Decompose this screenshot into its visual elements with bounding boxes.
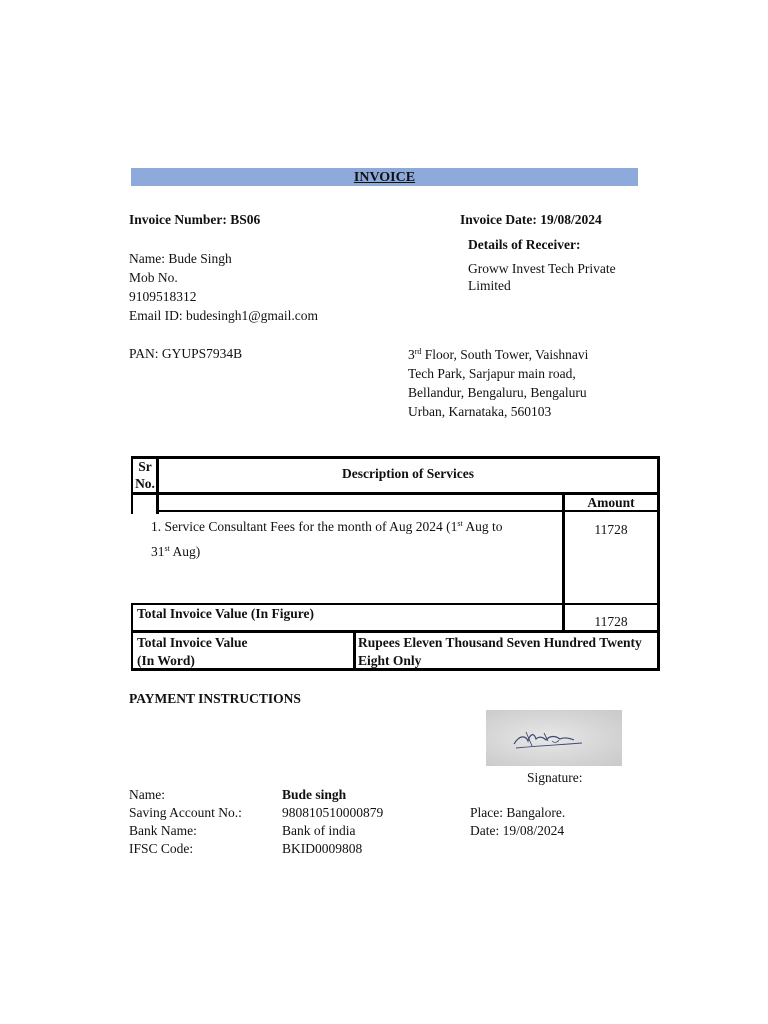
invoice-title: INVOICE bbox=[131, 168, 638, 186]
total-word-label-line1: Total Invoice Value bbox=[137, 635, 248, 650]
signature-image bbox=[486, 710, 622, 766]
receiver-heading: Details of Receiver: bbox=[468, 237, 581, 252]
table-border bbox=[353, 632, 356, 671]
signature-date: Date: 19/08/2024 bbox=[470, 823, 565, 838]
receiver-company bbox=[468, 260, 616, 294]
sr-header-line1: Sr bbox=[138, 459, 152, 474]
payment-account-value: 980810510000879 bbox=[282, 805, 384, 820]
service-item-sup: st bbox=[164, 544, 170, 553]
sender-pan: PAN: GYUPS7934B bbox=[129, 346, 243, 361]
total-word-label-line2: (In Word) bbox=[137, 653, 195, 668]
payment-bank-label: Bank Name: bbox=[129, 823, 197, 838]
address-floor-number: 3 bbox=[408, 347, 415, 362]
sender-mob-label: Mob No. bbox=[129, 270, 178, 285]
payment-account-label: Saving Account No.: bbox=[129, 805, 242, 820]
service-item-amount: 11728 bbox=[594, 522, 628, 537]
service-item-text: Aug) bbox=[169, 544, 201, 559]
sender-mob: 9109518312 bbox=[129, 289, 197, 304]
total-figure-label: Total Invoice Value (In Figure) bbox=[137, 606, 315, 621]
service-item-text: 31 bbox=[151, 544, 165, 559]
service-item-line2 bbox=[151, 539, 502, 564]
payment-name-label: Name: bbox=[129, 787, 165, 802]
total-word-label bbox=[137, 634, 248, 670]
service-item-line1 bbox=[151, 514, 502, 539]
payment-name-value: Bude singh bbox=[282, 787, 347, 802]
receiver-address-line3: Bellandur, Bengaluru, Bengaluru bbox=[408, 385, 587, 400]
sr-header-line2: No. bbox=[135, 476, 155, 491]
service-item-sup: st bbox=[457, 519, 463, 528]
address-floor-text: Floor, South Tower, Vaishnavi bbox=[421, 347, 589, 362]
table-border bbox=[131, 603, 660, 605]
receiver-address-line4: Urban, Karnataka, 560103 bbox=[408, 404, 552, 419]
signature-label: Signature: bbox=[527, 770, 583, 785]
payment-ifsc-label: IFSC Code: bbox=[129, 841, 194, 856]
sender-email: Email ID: budesingh1@gmail.com bbox=[129, 308, 319, 323]
total-word-value bbox=[358, 634, 642, 670]
invoice-number: Invoice Number: BS06 bbox=[129, 212, 261, 227]
invoice-date: Invoice Date: 19/08/2024 bbox=[460, 212, 602, 227]
receiver-company-line2: Limited bbox=[468, 278, 511, 293]
service-item-text: Aug to bbox=[462, 519, 503, 534]
receiver-address-line1 bbox=[408, 345, 588, 364]
amount-header: Amount bbox=[587, 495, 635, 510]
table-border bbox=[131, 456, 660, 459]
total-word-value-line1: Rupees Eleven Thousand Seven Hundred Twenty bbox=[358, 635, 642, 650]
table-border bbox=[131, 603, 133, 671]
signature-place: Place: Bangalore. bbox=[470, 805, 566, 820]
payment-heading: PAYMENT INSTRUCTIONS bbox=[129, 691, 301, 706]
sender-details bbox=[129, 249, 318, 325]
sr-no-header bbox=[133, 458, 157, 492]
total-word-value-line2: Eight Only bbox=[358, 653, 422, 668]
table-border bbox=[131, 630, 660, 633]
services-table bbox=[131, 456, 660, 671]
table-border bbox=[562, 492, 565, 633]
receiver-address-line2: Tech Park, Sarjapur main road, bbox=[408, 366, 576, 381]
service-item-text: 1. Service Consultant Fees for the month of Aug 2024 (1 bbox=[151, 519, 458, 534]
address-floor-suffix: rd bbox=[414, 347, 422, 356]
description-header: Description of Services bbox=[342, 466, 474, 481]
total-figure-value: 11728 bbox=[594, 614, 628, 629]
table-border bbox=[657, 456, 660, 671]
service-item-description bbox=[151, 514, 502, 564]
payment-bank-value: Bank of india bbox=[282, 823, 356, 838]
payment-ifsc-value: BKID0009808 bbox=[282, 841, 363, 856]
sender-name: Name: Bude Singh bbox=[129, 251, 232, 266]
signature-scribble bbox=[486, 710, 622, 766]
receiver-address bbox=[408, 345, 588, 421]
table-border bbox=[158, 510, 660, 512]
receiver-company-line1: Groww Invest Tech Private bbox=[468, 261, 616, 276]
